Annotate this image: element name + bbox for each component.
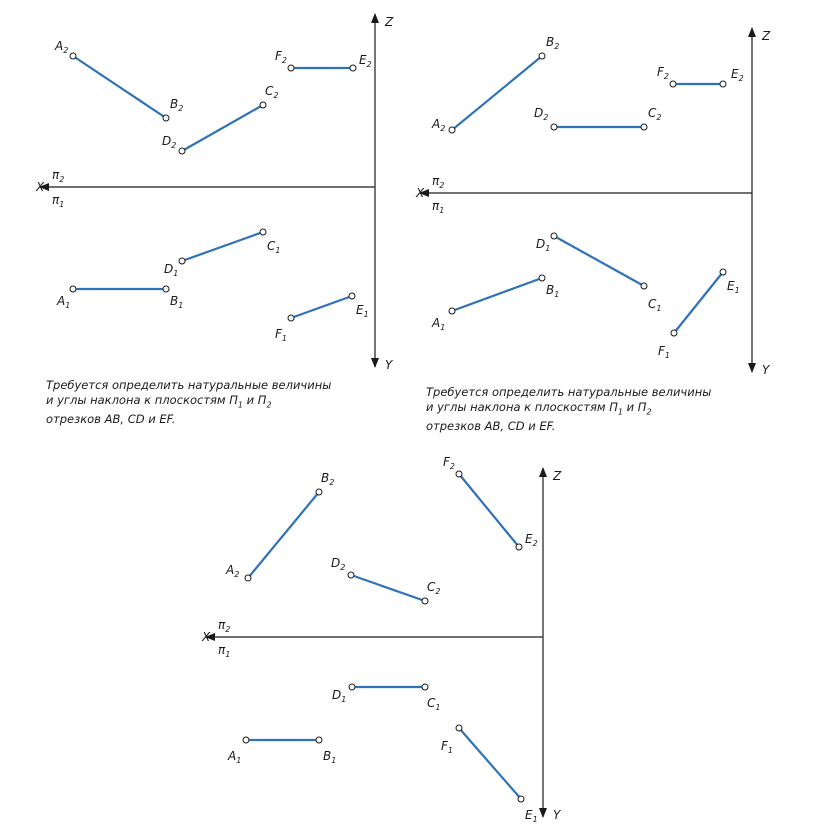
y-axis-label: Y: [553, 808, 561, 822]
z-axis-label: Z: [385, 15, 394, 29]
point-label-b1: $B_1$: [170, 294, 184, 310]
point-d1: [551, 233, 557, 239]
task-text-fig2: [426, 385, 711, 434]
point-label-f1: $F_1$: [658, 344, 670, 360]
segment-a2b2: [452, 56, 542, 130]
segment-a2b2: [248, 492, 319, 578]
point-d2: [348, 572, 354, 578]
point-d2: [551, 124, 557, 130]
point-label-f2: $F_2$: [275, 49, 287, 65]
segment-c2d2: [182, 105, 263, 151]
point-b2: [316, 489, 322, 495]
segment-a1b1: [452, 278, 542, 311]
point-label-b2: $B_2$: [170, 97, 184, 113]
point-e2: [516, 544, 522, 550]
segment-e1f1: [291, 296, 352, 318]
point-b1: [316, 737, 322, 743]
segment-a2b2: [73, 56, 166, 118]
segment-e1f1: [674, 272, 723, 333]
point-a2: [245, 575, 251, 581]
point-a2: [449, 127, 455, 133]
point-label-a2: $A_2$: [226, 563, 240, 579]
pi2-label: $\pi_2$: [218, 618, 231, 634]
pi2-label: $\pi_2$: [52, 168, 65, 184]
point-e1: [349, 293, 355, 299]
point-f2: [456, 471, 462, 477]
point-label-f2: $F_2$: [443, 455, 455, 471]
point-label-d1: $D_1$: [164, 262, 179, 278]
point-b1: [163, 286, 169, 292]
point-label-e1: $E_1$: [727, 279, 740, 295]
point-c2: [422, 598, 428, 604]
point-c1: [260, 229, 266, 235]
point-label-e2: $E_2$: [359, 53, 372, 69]
point-label-a2: $A_2$: [432, 117, 446, 133]
y-axis-label: Y: [762, 363, 770, 377]
pi1-label: $\pi_1$: [52, 193, 65, 209]
point-label-e1: $E_1$: [525, 808, 538, 824]
task-line-2: и углы наклона к плоскостям $П_1$ и $П_2$: [426, 400, 652, 417]
y-axis-label: Y: [385, 358, 393, 372]
point-label-a1: $A_1$: [57, 294, 71, 310]
point-label-b1: $B_1$: [546, 283, 560, 299]
point-d1: [179, 258, 185, 264]
point-label-e2: $E_2$: [731, 67, 744, 83]
segment-c1d1: [182, 232, 263, 261]
pi1-label: $\pi_1$: [218, 643, 231, 659]
segment-c2d2: [351, 575, 425, 601]
point-b1: [539, 275, 545, 281]
point-c2: [641, 124, 647, 130]
point-label-e1: $E_1$: [356, 303, 369, 319]
point-label-d2: $D_2$: [534, 106, 549, 122]
figure-fig2: [415, 28, 771, 377]
segment-e1f1: [459, 728, 521, 799]
task-line-3: отрезков АВ, CD и EF.: [426, 419, 556, 434]
segment-e2f2: [459, 474, 519, 547]
point-label-f1: $F_1$: [441, 739, 453, 755]
point-label-d2: $D_2$: [331, 556, 346, 572]
x-axis-label: X: [202, 630, 211, 644]
point-f1: [456, 725, 462, 731]
point-d1: [349, 684, 355, 690]
point-label-b2: $B_2$: [321, 471, 335, 487]
point-b2: [539, 53, 545, 59]
point-label-e2: $E_2$: [525, 532, 538, 548]
point-e2: [350, 65, 356, 71]
z-axis-label: Z: [553, 469, 562, 483]
point-label-b1: $B_1$: [323, 749, 337, 765]
task-text-fig1: [46, 378, 331, 427]
point-label-c1: $C_1$: [267, 239, 281, 255]
point-f2: [288, 65, 294, 71]
point-d2: [179, 148, 185, 154]
figure-fig3: [201, 455, 562, 824]
point-e2: [720, 81, 726, 87]
point-a2: [70, 53, 76, 59]
figure-fig1: [35, 14, 394, 372]
point-e1: [720, 269, 726, 275]
x-axis-label: X: [416, 186, 425, 200]
point-label-a1: $A_1$: [432, 316, 446, 332]
point-label-c2: $C_2$: [265, 84, 279, 100]
point-label-d2: $D_2$: [162, 134, 177, 150]
point-label-f2: $F_2$: [657, 65, 669, 81]
x-axis-label: X: [36, 180, 45, 194]
point-c1: [422, 684, 428, 690]
point-label-c1: $C_1$: [427, 696, 441, 712]
point-a1: [449, 308, 455, 314]
segment-c1d1: [554, 236, 644, 286]
point-f2: [670, 81, 676, 87]
point-label-f1: $F_1$: [275, 327, 287, 343]
point-label-c2: $C_2$: [427, 580, 441, 596]
point-e1: [518, 796, 524, 802]
point-label-c1: $C_1$: [648, 297, 662, 313]
task-line-1: Требуется определить натуральные величины: [46, 378, 332, 392]
point-label-d1: $D_1$: [332, 688, 347, 704]
point-label-d1: $D_1$: [536, 237, 551, 253]
point-a1: [243, 737, 249, 743]
point-label-c2: $C_2$: [648, 106, 662, 122]
task-line-1: Требуется определить натуральные величины: [426, 385, 712, 399]
point-label-a1: $A_1$: [228, 749, 242, 765]
point-f1: [671, 330, 677, 336]
point-label-b2: $B_2$: [546, 35, 560, 51]
z-axis-label: Z: [762, 29, 771, 43]
task-line-3: отрезков АВ, CD и EF.: [46, 412, 176, 427]
point-b2: [163, 115, 169, 121]
task-line-2: и углы наклона к плоскостям $П_1$ и $П_2$: [46, 393, 272, 410]
pi1-label: $\pi_1$: [432, 199, 445, 215]
point-f1: [288, 315, 294, 321]
point-a1: [70, 286, 76, 292]
pi2-label: $\pi_2$: [432, 174, 445, 190]
point-c1: [641, 283, 647, 289]
point-c2: [260, 102, 266, 108]
point-label-a2: $A_2$: [55, 39, 69, 55]
